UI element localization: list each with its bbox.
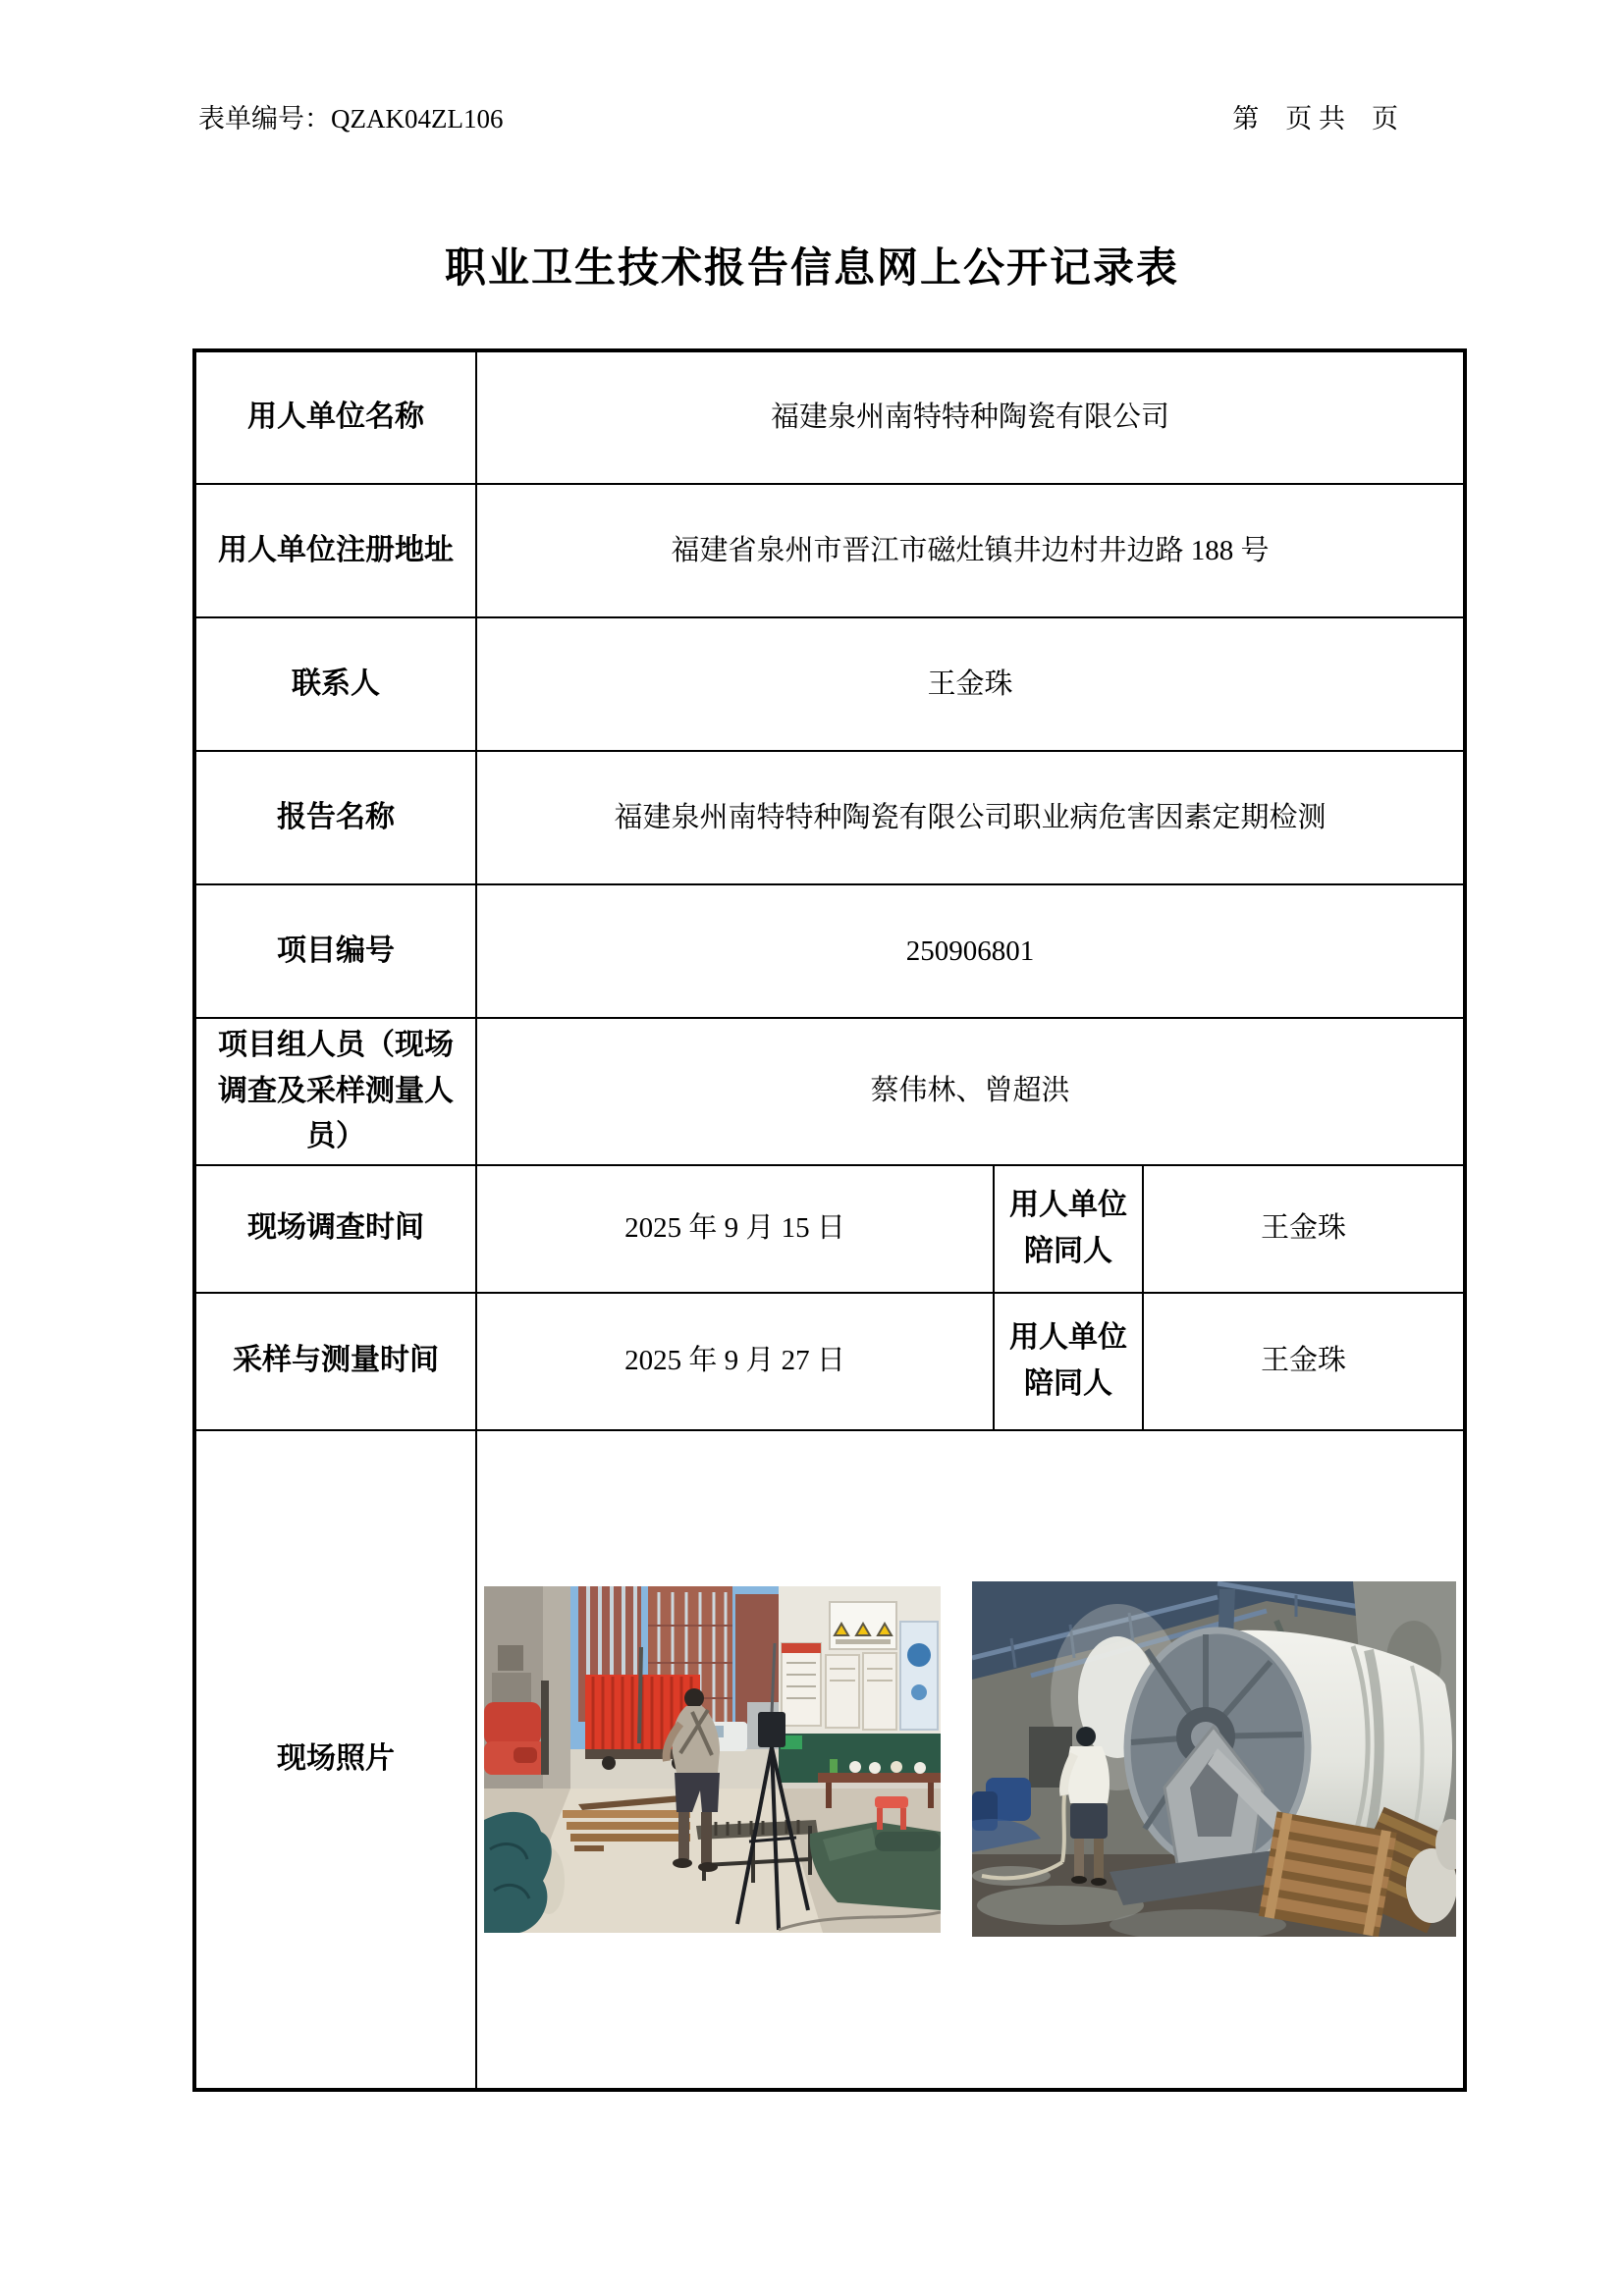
table-row (194, 884, 1465, 1018)
row-label-report-name: 报告名称 (194, 751, 476, 884)
row-value-report-name: 福建泉州南特特种陶瓷有限公司职业病危害因素定期检测 (476, 751, 1465, 884)
table-row (194, 484, 1465, 617)
row-label-employer-name: 用人单位名称 (194, 350, 476, 484)
row-value-contact-person: 王金珠 (476, 617, 1465, 751)
warning-sign-board (830, 1602, 896, 1649)
row-value-registered-address: 福建省泉州市晋江市磁灶镇井边村井边路 188 号 (476, 484, 1465, 617)
table-row (194, 1018, 1465, 1165)
table-row (194, 751, 1465, 884)
row-value-sampling-date: 2025 年 9 月 27 日 (476, 1293, 994, 1430)
form-code-value: QZAK04ZL106 (331, 104, 504, 133)
row-value-project-number: 250906801 (476, 884, 1465, 1018)
row-label-project-team: 项目组人员（现场调查及采样测量人员） (194, 1018, 476, 1165)
ball-mill-workshop-photo (972, 1581, 1456, 1937)
page-title: 职业卫生技术报告信息网上公开记录表 (444, 246, 1179, 292)
table-row (194, 1430, 1465, 2090)
row-label-survey-date: 现场调查时间 (194, 1165, 476, 1293)
workshop-doorway-sampling-photo (484, 1586, 941, 1933)
form-code-label: 表单编号： (198, 104, 331, 133)
row-value-employer-name: 福建泉州南特特种陶瓷有限公司 (476, 350, 1465, 484)
site-photos-container (487, 1581, 1453, 1937)
instrument-pole (639, 1647, 641, 1743)
row-label-site-photos: 现场照片 (194, 1430, 476, 2090)
row-label-registered-address: 用人单位注册地址 (194, 484, 476, 617)
row-label-sampling-date: 采样与测量时间 (194, 1293, 476, 1430)
row-label-contact-person: 联系人 (194, 617, 476, 751)
row-value-escort-1: 王金珠 (1143, 1165, 1465, 1293)
table-row (194, 617, 1465, 751)
page-marker: 第 页 共 页 (1232, 104, 1398, 133)
record-form-table (192, 348, 1467, 2092)
row-label-project-number: 项目编号 (194, 884, 476, 1018)
form-code (198, 102, 503, 136)
row-value-site-photos (476, 1430, 1465, 2090)
right-wall-posters (779, 1586, 941, 1783)
row-label-escort-1: 用人单位陪同人 (994, 1165, 1143, 1293)
row-label-escort-2: 用人单位陪同人 (994, 1293, 1143, 1430)
row-value-survey-date: 2025 年 9 月 15 日 (476, 1165, 994, 1293)
row-value-project-team: 蔡伟林、曾超洪 (476, 1018, 1465, 1165)
table-row (194, 1293, 1465, 1430)
table-row (194, 350, 1465, 484)
table-row (194, 1165, 1465, 1293)
page-header (198, 102, 1398, 136)
row-value-escort-2: 王金珠 (1143, 1293, 1465, 1430)
